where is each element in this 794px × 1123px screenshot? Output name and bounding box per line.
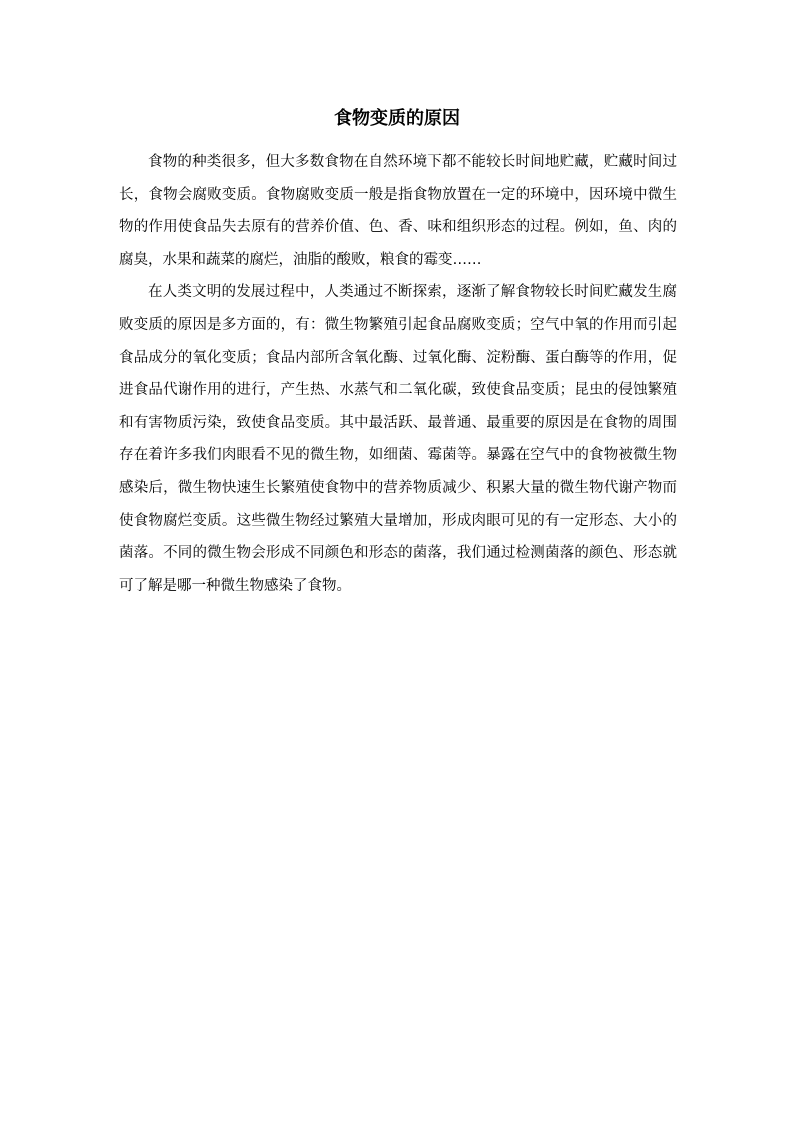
paragraph-1: 食物的种类很多，但大多数食物在自然环境下都不能较长时间地贮藏，贮藏时间过长，食物会腐败变质。食物腐败变质一般是指食物放置在一定的环境中，因环境中微生物的作用使食品失去原有的营养价值、色、香、味和组织形态的过程。例如，鱼、肉的腐臭，水果和蔬菜的腐烂，油脂的酸败，粮食的霉变…… <box>119 154 677 268</box>
document-title: 食物变质的原因 <box>334 108 460 129</box>
document-body <box>119 146 677 602</box>
paragraph-2: 在人类文明的发展过程中，人类通过不断探索，逐渐了解食物较长时间贮藏发生腐败变质的原因是多方面的，有：微生物繁殖引起食品腐败变质；空气中氧的作用而引起食品成分的氧化变质；食品内部所含氧化酶、过氧化酶、淀粉酶、蛋白酶等的作用，促进食品代谢作用的进行，产生热、水蒸气和二氧化碳，致使食品变质；昆虫的侵蚀繁殖和有害物质污染，致使食品变质。其中最活跃、最普通、最重要的原因是在食物的周围存在着许多我们肉眼看不见的微生物，如细菌、霉菌等。暴露在空气中的食物被微生物感染后，微生物快速生长繁殖使食物中的营养物质减少、积累大量的微生物代谢产物而使食物腐烂变质。这些微生物经过繁殖大量增加，形成肉眼可见的有一定形态、大小的菌落。不同的微生物会形成不同颜色和形态的菌落，我们通过检测菌落的颜色、形态就可了解是哪一种微生物感染了食物。 <box>119 284 677 594</box>
